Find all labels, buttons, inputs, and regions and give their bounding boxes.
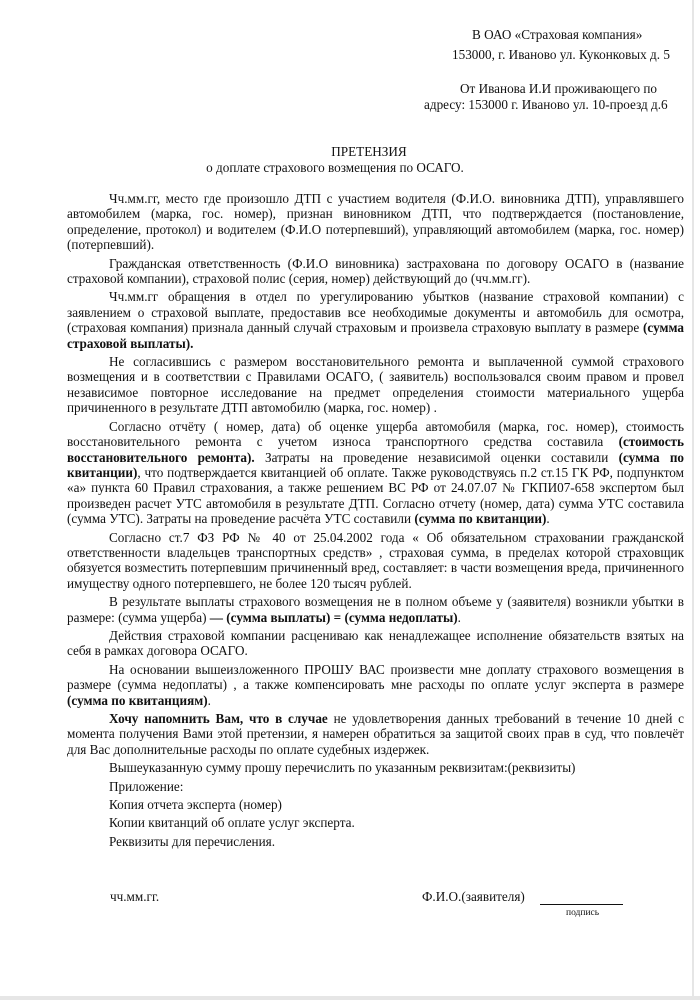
- paragraph-payment-details: Вышеуказанную сумму прошу перечислить по указанным реквизитам:(реквизиты): [109, 760, 576, 776]
- title-subheading: о доплате страхового возмещения по ОСАГО.: [206, 160, 464, 175]
- paragraph-claim: [67, 289, 684, 351]
- document-title: [0, 144, 590, 176]
- paragraph-liability: Гражданская ответственность (Ф.И.О виновника) застрахована по договору ОСАГО в (название страховой компании), страховой полис (серия, номер) действующий до (чч.мм.гг).: [67, 255, 684, 287]
- request-text: На основании вышеизложенного ПРОШУ ВАС произвести мне доплату страхового возмещения в размере (сумма недоплаты) , а также компенсировать мне расходы по оплате услуг эксперта в размере: [67, 661, 684, 693]
- appraisal-text-e: , что подтверждается квитанцией об оплате. Также руководствуясь п.2 ст.15 ГК РФ, подпунктом «а» пункта 60 Правил страхования, а также решением ВС РФ от 24.07.07 № ГКПИ07-658 экспертом был произведен расчет УТС автомобиля в результате ДТП. Согласно отчету (номер, дата) сумма УТС составила (сумма УТС). Затраты на проведение расчёта УТС составили: [67, 464, 684, 527]
- paragraph-assessment: Действия страховой компании расцениваю как ненадлежащее исполнение обязательств взятых на себя в рамках договора ОСАГО.: [67, 627, 684, 659]
- sender-address: адресу: 153000 г. Иваново ул. 10-проезд д.6: [424, 97, 668, 112]
- signature-line: [540, 904, 623, 905]
- attachment-item: Реквизиты для перечисления.: [109, 833, 276, 849]
- attachment-item: Копии квитанций об оплате услуг эксперта.: [109, 815, 355, 831]
- signature-date: чч.мм.гг.: [110, 889, 160, 904]
- losses-end: .: [457, 609, 461, 625]
- paragraph-warning: [67, 711, 684, 757]
- paragraph-request: [67, 662, 684, 708]
- attachments-block: [67, 760, 684, 849]
- payment-amount: (сумма страховой выплаты).: [67, 320, 684, 351]
- signer-name: Ф.И.О.(заявителя): [422, 889, 525, 904]
- paragraph-law: Согласно ст.7 ФЗ РФ № 40 от 25.04.2002 года « Об обязательном страховании гражданской ответственности владельцев транспортных средств» , страховая сумма, в пределах которой страховщик обязуется возместить потерпевшим причиненный вред, составляет: в части возмещения вреда, причиненного имуществу одного потерпевшего, не более 120 тысяч рублей.: [67, 529, 684, 591]
- paragraph-claim-text: Чч.мм.гг обращения в отдел по урегулированию убытков (название страховой компании) с заявлением о страховой выплате, предоставив все необходимые документы и автомобиль для осмотра,(страховая компания) признала данный случай страховым и произвела страховую выплату в размере: [67, 289, 684, 336]
- letter-body: [67, 191, 684, 852]
- appraisal-receipt-amount: (сумма по квитанции): [67, 449, 685, 480]
- page-border-right: [692, 0, 694, 1000]
- recipient-address: 153000, г. Иваново ул. Куконковых д. 5: [452, 47, 670, 62]
- appraisal-text-c: Затраты на проведение независимой оценки составили: [264, 449, 609, 465]
- paragraph-accident: Чч.мм.гг, место где произошло ДТП с участием водителя (Ф.И.О. виновника ДТП), управлявшего автомобилем (марка, гос. номер), признан виновником ДТП, что подтверждается (постановление, определение, протокол) и водителем (Ф.И.О потерпевший), управляющий автомобилем (марка, гос. номер) (потерпевший).: [67, 191, 684, 253]
- losses-text: В результате выплаты страхового возмещения не в полном объеме у (заявителя) возникли убытки в размере: (сумма ущерба): [67, 594, 684, 625]
- title-heading: ПРЕТЕНЗИЯ: [331, 144, 407, 159]
- paragraph-appraisal: [67, 419, 684, 527]
- signature-footer: [0, 889, 700, 929]
- attachments-heading: Приложение:: [109, 778, 184, 794]
- appraisal-text-a: Согласно отчёту ( номер, дата) об оценке ущерба автомобиля (марка, гос. номер), стоимость восстановительного ремонта с учетом износа транспортного средства составила: [67, 418, 684, 450]
- page-border-bottom: [0, 996, 700, 1000]
- request-receipts-amount: (сумма по квитанциям): [67, 692, 208, 708]
- signature-caption: подпись: [566, 908, 600, 918]
- warning-text: не удовлетворения данных требований в течение 10 дней с момента получения Вами этой претензии, я намерен обратиться за защитой своих прав в суд, что повлечёт для Вас дополнительные расходы по оплате судебных издержек.: [67, 711, 685, 757]
- recipient-name: В ОАО «Страховая компания»: [472, 27, 643, 42]
- appraisal-text-end: .: [546, 511, 550, 527]
- sender-name: От Иванова И.И проживающего по: [460, 81, 657, 96]
- losses-calculation: — (сумма выплаты) = (сумма недоплаты): [209, 609, 458, 625]
- request-end: .: [207, 692, 211, 708]
- paragraph-disagreement: Не согласившись с размером восстановительного ремонта и выплаченной суммой страхового возмещения и в соответствии с Правилами ОСАГО, ( заявитель) воспользовался своим правом и провел независимое повторное исследование на предмет определения стоимости материального ущерба причиненного в результате ДТП автомобилю (марка, гос. номер) .: [67, 354, 684, 416]
- paragraph-losses: [67, 594, 684, 625]
- attachment-item: Копия отчета эксперта (номер): [109, 797, 282, 813]
- uts-receipt-amount: (сумма по квитанции): [414, 511, 547, 527]
- repair-cost: (стоимость восстановительного ремонта).: [67, 434, 685, 465]
- warning-lead: Хочу напомнить Вам, что в случае: [109, 711, 328, 726]
